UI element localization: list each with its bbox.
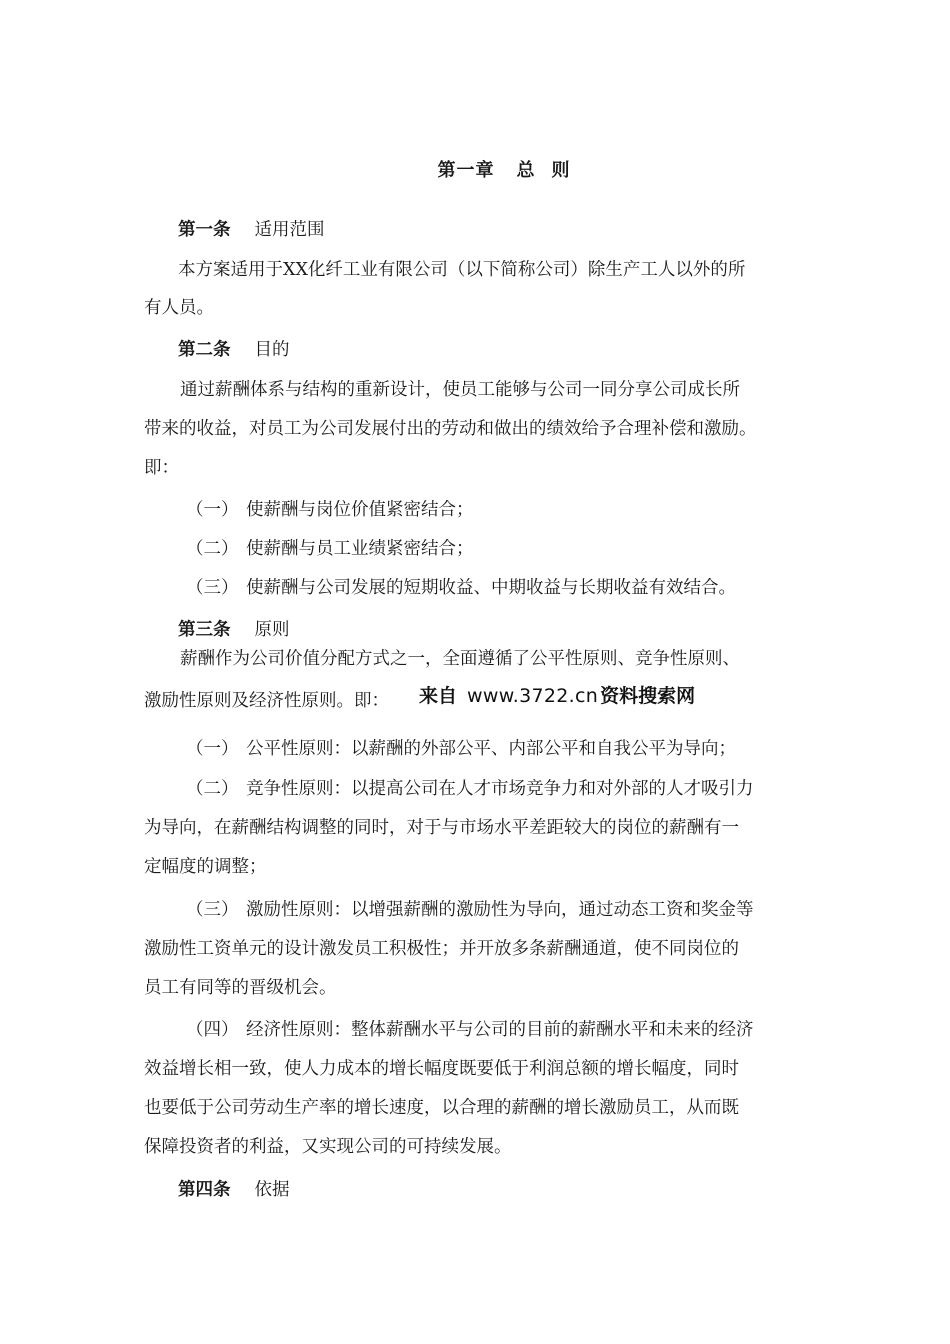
watermark-suffix: 资料搜索网 <box>600 685 696 707</box>
list-item-text: 激励性原则：以增强薪酬的激励性为导向，通过动态工资和奖金等 <box>246 900 754 920</box>
chapter-title-char-2: 则 <box>551 160 571 181</box>
list-item-text: 使薪酬与员工业绩紧密结合； <box>246 539 474 559</box>
article-title: 目的 <box>254 340 290 360</box>
article-number: 第二条 <box>178 340 231 360</box>
paragraph-line: 通过薪酬体系与结构的重新设计，使员工能够与公司一同分享公司成长所 <box>180 380 740 400</box>
list-item <box>186 498 474 522</box>
list-marker: （一） <box>186 739 239 759</box>
list-marker: （二） <box>186 779 239 799</box>
list-item <box>186 1018 754 1042</box>
paragraph-line: 即： <box>144 458 179 478</box>
article-number: 第三条 <box>178 620 231 640</box>
paragraph-line: 有人员。 <box>144 298 214 318</box>
paragraph-line: 定幅度的调整； <box>144 857 267 877</box>
list-marker: （四） <box>186 1020 239 1040</box>
paragraph-line: 激励性原则及经济性原则。即： <box>144 691 389 711</box>
paragraph-line: 也要低于公司劳动生产率的增长速度，以合理的薪酬的增长激励员工，从而既 <box>144 1098 739 1118</box>
list-item-text: 使薪酬与公司发展的短期收益、中期收益与长期收益有效结合。 <box>246 578 736 598</box>
paragraph-line: 员工有同等的晋级机会。 <box>144 978 337 998</box>
list-item-text: 经济性原则：整体薪酬水平与公司的目前的薪酬水平和未来的经济 <box>246 1020 754 1040</box>
list-item-text: 竞争性原则：以提高公司在人才市场竞争力和对外部的人才吸引力 <box>246 779 754 799</box>
list-item-text: 公平性原则：以薪酬的外部公平、内部公平和自我公平为导向； <box>246 739 736 759</box>
list-marker: （二） <box>186 539 239 559</box>
article-title: 原则 <box>254 620 290 640</box>
list-item <box>186 737 736 761</box>
article-number: 第四条 <box>178 1180 231 1200</box>
article-number: 第一条 <box>178 220 231 240</box>
article-2-heading <box>178 338 290 362</box>
list-item <box>186 898 754 922</box>
list-marker: （三） <box>186 578 239 598</box>
list-marker: （三） <box>186 900 239 920</box>
list-item <box>186 537 474 561</box>
article-3-heading <box>178 618 290 642</box>
list-item-text: 使薪酬与岗位价值紧密结合； <box>246 500 474 520</box>
article-4-heading <box>178 1178 290 1202</box>
paragraph-line: 为导向，在薪酬结构调整的同时，对于与市场水平差距较大的岗位的薪酬有一 <box>144 818 739 838</box>
article-1-heading <box>178 218 325 242</box>
paragraph-line: 本方案适用于XX化纤工业有限公司（以下简称公司）除生产工人以外的所 <box>178 260 746 280</box>
article-title: 适用范围 <box>254 220 325 240</box>
paragraph-line: 保障投资者的利益，又实现公司的可持续发展。 <box>144 1137 512 1157</box>
chapter-label: 第一章 <box>437 160 495 181</box>
paragraph-line: 薪酬作为公司价值分配方式之一，全面遵循了公平性原则、竞争性原则、 <box>180 649 740 669</box>
chapter-title-char-1: 总 <box>516 160 536 181</box>
paragraph-line: 效益增长相一致，使人力成本的增长幅度既要低于利润总额的增长幅度，同时 <box>144 1059 739 1079</box>
list-item <box>186 576 736 600</box>
chapter-title <box>0 158 950 184</box>
list-marker: （一） <box>186 500 239 520</box>
list-item <box>186 777 754 801</box>
paragraph-line: 激励性工资单元的设计激发员工积极性；并开放多条薪酬通道，使不同岗位的 <box>144 939 739 959</box>
source-watermark <box>419 683 695 709</box>
watermark-url: www.3722.cn <box>467 685 599 707</box>
article-title: 依据 <box>254 1180 290 1200</box>
watermark-prefix: 来自 <box>419 685 458 707</box>
paragraph-line: 带来的收益，对员工为公司发展付出的劳动和做出的绩效给予合理补偿和激励。 <box>144 419 757 439</box>
